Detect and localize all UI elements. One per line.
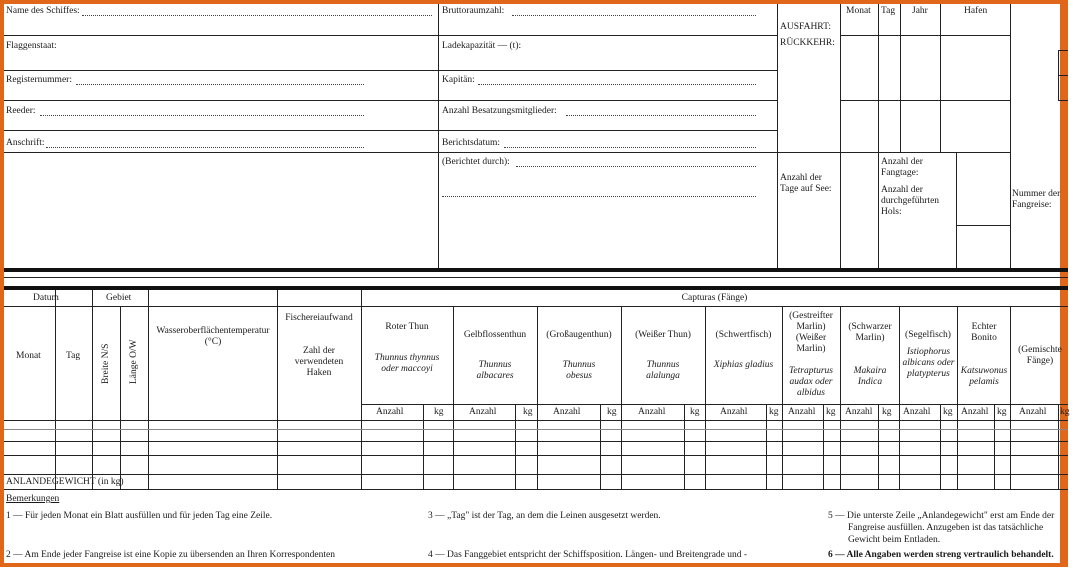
- col-line: [148, 290, 149, 490]
- kg-label: kg: [943, 407, 953, 417]
- ship-name-field[interactable]: [82, 14, 432, 16]
- divider: [878, 4, 879, 270]
- lat-header: Breite N/S: [101, 343, 111, 384]
- col-line: [766, 404, 767, 490]
- kg-label: kg: [523, 407, 533, 417]
- species-marlin-latin: Tetrapturus audax oder albidus: [789, 366, 833, 398]
- landing-weight-label: ANLANDEGEWICHT (in kg): [6, 477, 124, 487]
- owner-label: Reeder:: [6, 106, 36, 116]
- departure-label: AUSFAHRT:: [780, 22, 832, 32]
- row-line: [840, 100, 1010, 101]
- hauls-label: Anzahl der durchgeführten Hols:: [881, 185, 940, 217]
- days-at-sea-label: Anzahl der Tage auf See:: [780, 173, 832, 194]
- row-line: [4, 130, 438, 131]
- count-label: Anzahl: [720, 407, 748, 417]
- row-line: [1058, 75, 1068, 76]
- species-marlin: (Gestreifter Marlin) (Weißer Marlin): [789, 311, 833, 354]
- ship-name-label: Name des Schiffes:: [6, 6, 80, 16]
- effort-sub-header: Zahl der verwendeten Haken: [294, 346, 344, 378]
- col-line: [940, 404, 941, 490]
- row-line: [4, 152, 438, 153]
- kg-label: kg: [882, 407, 892, 417]
- col-line: [515, 404, 516, 490]
- captain-label: Kapitän:: [442, 75, 475, 85]
- species-albacore-latin: Thunnus alalunga: [646, 360, 680, 381]
- kg-label: kg: [997, 407, 1007, 417]
- owner-field[interactable]: [40, 114, 364, 116]
- kg-label: kg: [769, 407, 779, 417]
- count-label: Anzahl: [961, 407, 989, 417]
- row-line: [4, 474, 1068, 475]
- col-line: [453, 306, 454, 490]
- load-capacity-label: Ladekapazität — (t):: [442, 41, 522, 51]
- species-black-marlin: (Schwarzer Marlin): [848, 322, 892, 343]
- remark-5: 5 — Die unterste Zeile „Anlandegewicht" erst am Ende der: [828, 511, 1055, 521]
- species-sailfish-latin: Istiophorus albicans oder platypterus: [902, 347, 955, 379]
- row-line: [4, 70, 438, 71]
- trip-number-label: Nummer der Fangreise:: [1012, 189, 1061, 210]
- col-line: [537, 306, 538, 490]
- species-skipjack-latin: Katsuwonus pelamis: [960, 366, 1008, 387]
- gross-tonnage-field[interactable]: [512, 14, 756, 16]
- row-line: [4, 420, 1068, 421]
- row-line: [4, 35, 438, 36]
- row-line: [4, 100, 438, 101]
- register-number-field[interactable]: [76, 83, 364, 85]
- col-month: Monat: [846, 6, 871, 16]
- col-day: Tag: [881, 6, 896, 16]
- area-header: Gebiet: [106, 293, 132, 303]
- col-line: [423, 404, 424, 490]
- col-line: [277, 290, 278, 490]
- col-line: [823, 404, 824, 490]
- row-line: [1058, 50, 1068, 51]
- count-label: Anzahl: [469, 407, 497, 417]
- remark-5-line-3: Gewicht beim Entladen.: [848, 535, 941, 545]
- species-black-marlin-latin: Makaira Indica: [853, 366, 887, 387]
- address-label: Anschrift:: [6, 138, 45, 148]
- remark-4: 4 — Das Fanggebiet entspricht der Schiffsposition. Längen- und Breitengrade und -: [428, 550, 748, 560]
- row-line: [4, 441, 1068, 442]
- species-swordfish: (Schwertfisch): [715, 330, 772, 340]
- count-label: Anzahl: [376, 407, 404, 417]
- section-separator: [4, 268, 1068, 272]
- report-date-field[interactable]: [504, 146, 756, 148]
- kg-label: kg: [1060, 407, 1070, 417]
- report-date-label: Berichtsdatum:: [442, 138, 501, 148]
- remarks-title: Bemerkungen: [6, 494, 60, 504]
- col-line: [600, 404, 601, 490]
- row-line: [438, 100, 777, 101]
- species-albacore: (Weißer Thun): [635, 330, 691, 340]
- col-line: [705, 306, 706, 490]
- col-line: [994, 404, 995, 490]
- row-line: [438, 70, 777, 71]
- divider: [900, 4, 901, 152]
- divider: [940, 4, 941, 152]
- row-line: [840, 35, 1010, 36]
- species-yellowfin: Gelbflossenthun: [463, 330, 527, 340]
- captain-field[interactable]: [478, 83, 756, 85]
- count-label: Anzahl: [553, 407, 581, 417]
- col-line: [878, 404, 879, 490]
- species-bigeye: (Großaugenthun): [546, 330, 612, 340]
- row-line: [438, 35, 777, 36]
- species-skipjack: Echter Bonito: [971, 322, 997, 343]
- col-line: [120, 306, 121, 490]
- kg-label: kg: [826, 407, 836, 417]
- species-bigeye-latin: Thunnus obesus: [562, 360, 596, 381]
- row-line: [4, 489, 1068, 490]
- count-label: Anzahl: [638, 407, 666, 417]
- register-number-label: Registernummer:: [6, 75, 72, 85]
- count-label: Anzahl: [788, 407, 816, 417]
- col-line: [957, 306, 958, 490]
- return-label: RÜCKKEHR:: [780, 38, 835, 48]
- remark-5-line-2: Fangreise ausfüllen. Anzugeben ist das tatsächliche: [848, 523, 1044, 533]
- col-line: [899, 306, 900, 490]
- address-field[interactable]: [46, 146, 364, 148]
- row-line: [4, 429, 1068, 430]
- row-line: [4, 306, 1068, 307]
- date-header: Datum: [33, 293, 59, 303]
- count-label: Anzahl: [1019, 407, 1047, 417]
- species-swordfish-latin: Xiphias gladius: [713, 360, 774, 370]
- row-line: [438, 152, 777, 153]
- divider: [777, 4, 778, 270]
- fishing-days-label: Anzahl der Fangtage:: [881, 157, 923, 178]
- row-line: [956, 225, 1010, 226]
- col-line: [361, 290, 362, 490]
- kg-label: kg: [690, 407, 700, 417]
- day-header: Tag: [66, 351, 81, 361]
- species-yellowfin-latin: Thunnus albacares: [476, 360, 514, 381]
- effort-header: Fischereiaufwand: [285, 313, 353, 323]
- col-line: [684, 404, 685, 490]
- kg-label: kg: [434, 407, 444, 417]
- flag-state-label: Flaggenstaat:: [6, 41, 57, 51]
- sst-header: Wasseroberflächentemperatur (°C): [156, 326, 270, 347]
- remark-1: 1 — Für jeden Monat ein Blatt ausfüllen und für jeden Tag eine Zeile.: [6, 511, 273, 521]
- row-line: [438, 130, 777, 131]
- section-separator: [4, 286, 1068, 290]
- divider: [438, 4, 439, 270]
- count-label: Anzahl: [903, 407, 931, 417]
- section-separator-thin: [4, 277, 1068, 278]
- col-line: [1010, 306, 1011, 490]
- row-line: [4, 455, 1068, 456]
- divider: [956, 152, 957, 270]
- reported-by-label: (Berichtet durch):: [442, 157, 510, 167]
- col-line: [92, 290, 93, 490]
- crew-count-label: Anzahl Besatzungsmitglieder:: [442, 106, 557, 116]
- remark-3: 3 — „Tag" ist der Tag, an dem die Leinen ausgesetzt werden.: [428, 511, 661, 521]
- col-line: [840, 306, 841, 490]
- species-sailfish: (Segelfisch): [905, 330, 951, 340]
- species-mixed: (Gemischte Fänge): [1018, 345, 1062, 366]
- row-line: [777, 152, 1010, 153]
- remark-6: 6 — Alle Angaben werden streng vertraulich behandelt.: [828, 550, 1054, 560]
- reported-by-field-2[interactable]: [442, 195, 756, 197]
- col-line: [55, 290, 56, 490]
- captures-header: Capturas (Fänge): [681, 293, 748, 303]
- gross-tonnage-label: Bruttoraumzahl:: [442, 6, 505, 16]
- col-port: Hafen: [964, 6, 988, 16]
- reported-by-field[interactable]: [516, 165, 756, 167]
- crew-count-field[interactable]: [566, 114, 756, 116]
- month-header: Monat: [16, 351, 41, 361]
- col-line: [621, 306, 622, 490]
- lon-header: Länge O/W: [129, 339, 139, 384]
- col-year: Jahr: [912, 6, 928, 16]
- divider: [840, 4, 841, 270]
- species-bluefin-latin: Thunnus thynnus oder maccoyi: [374, 353, 440, 374]
- col-line: [1058, 404, 1059, 490]
- col-line: [782, 306, 783, 490]
- divider: [1010, 4, 1011, 270]
- species-bluefin: Roter Thun: [385, 322, 429, 332]
- count-label: Anzahl: [845, 407, 873, 417]
- row-line: [1058, 100, 1068, 101]
- kg-label: kg: [607, 407, 617, 417]
- remark-2: 2 — Am Ende jeder Fangreise ist eine Kopie zu übersenden an Ihren Korrespondenten: [6, 550, 335, 560]
- row-line: [361, 404, 1068, 405]
